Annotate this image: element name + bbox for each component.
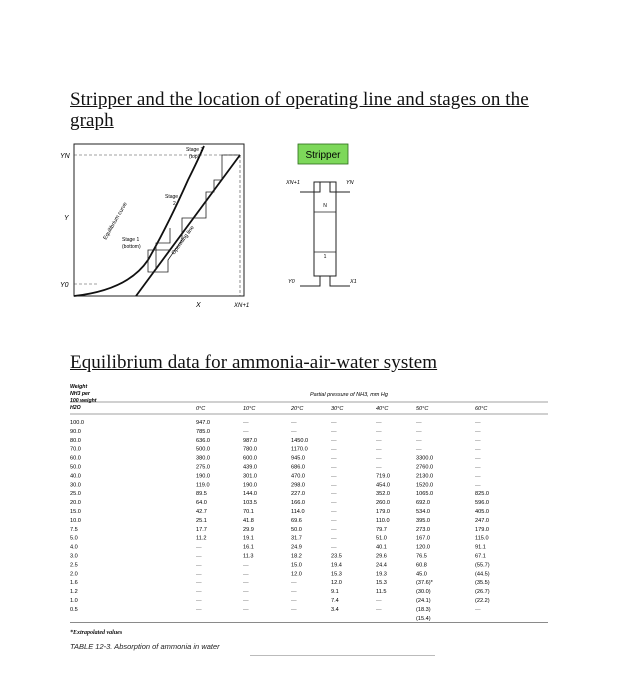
weight-cell: 30.0	[70, 482, 81, 489]
pressure-cell: —	[475, 428, 481, 435]
inlet-bottom-pipe	[300, 276, 320, 286]
pressure-cell: —	[376, 437, 382, 444]
pressure-cell: 19.1	[243, 535, 254, 542]
pressure-cell: 405.0	[475, 509, 489, 515]
pressure-cell: —	[243, 562, 249, 569]
pressure-cell: —	[196, 606, 202, 613]
temp-header: 40°C	[376, 406, 389, 412]
pressure-cell: 114.0	[291, 509, 305, 515]
operating-line	[136, 155, 240, 296]
temp-header: 60°C	[475, 406, 488, 412]
heading-line-1: Stripper and the location of operating line and stages on the	[70, 89, 529, 110]
label-stage-1: Stage 1	[122, 237, 140, 243]
pressure-cell: 227.0	[291, 491, 305, 498]
pressure-cell: —	[416, 420, 422, 426]
pressure-cell: 3.4	[331, 606, 339, 613]
pressure-cell: 534.0	[416, 509, 430, 515]
pressure-cell: (24.1)	[416, 598, 431, 604]
pressure-cell: —	[291, 428, 297, 435]
temp-header: 10°C	[243, 406, 256, 412]
pressure-cell: 19.3	[376, 571, 387, 578]
pressure-cell: 12.0	[291, 571, 302, 578]
pressure-cell: 25.1	[196, 517, 207, 524]
pressure-cell: 17.7	[196, 526, 207, 533]
weight-cell: 50.0	[70, 464, 81, 471]
pressure-cell: (35.5)	[475, 580, 490, 587]
weight-cell: 3.0	[70, 553, 78, 560]
label-stage-2-num: 2	[173, 201, 176, 207]
caption-rule	[250, 655, 435, 656]
temp-header: 50°C	[416, 406, 429, 412]
pressure-cell: —	[243, 428, 249, 435]
pressure-cell: —	[243, 580, 249, 587]
pressure-cell: 596.0	[475, 500, 489, 507]
pressure-cell: 301.0	[243, 473, 257, 480]
pressure-cell: 45.0	[416, 571, 427, 578]
weight-cell: 7.5	[70, 526, 78, 533]
pressure-cell: —	[243, 589, 249, 596]
label-yn: YN	[60, 153, 70, 160]
pressure-cell: —	[475, 464, 481, 471]
pressure-cell: —	[475, 437, 481, 444]
pressure-cell: —	[331, 437, 337, 444]
weight-cell: 2.5	[70, 562, 78, 569]
pressure-cell: —	[475, 420, 481, 426]
pressure-cell: 600.0	[243, 455, 257, 462]
weight-cell: 2.0	[70, 571, 78, 578]
pressure-cell: —	[416, 437, 422, 444]
pressure-cell: 454.0	[376, 482, 390, 489]
pressure-cell: —	[331, 535, 337, 542]
pressure-cell: —	[331, 420, 337, 426]
pressure-cell: 947.0	[196, 420, 210, 426]
pressure-cell: 50.0	[291, 526, 302, 533]
stripper-in-bottom: Y0	[288, 279, 295, 285]
pressure-cell: —	[475, 606, 481, 613]
pressure-cell: 144.0	[243, 491, 257, 498]
pressure-cell: —	[291, 580, 297, 587]
pressure-cell: —	[331, 473, 337, 480]
pressure-cell: 3300.0	[416, 455, 434, 462]
pressure-cell: 500.0	[196, 446, 210, 453]
weight-header-line: H2O	[70, 405, 81, 411]
pressure-cell: 31.7	[291, 535, 302, 542]
pressure-cell: 60.8	[416, 562, 427, 569]
pressure-cell: (30.0)	[416, 589, 431, 596]
tray-n-label: N	[323, 203, 327, 209]
pressure-cell: —	[243, 606, 249, 613]
pressure-cell: (15.4)	[416, 615, 431, 622]
pressure-cell: —	[291, 598, 297, 604]
stripper-column-diagram	[270, 140, 370, 300]
pressure-cell: —	[376, 455, 382, 462]
pressure-cell: 395.0	[416, 517, 430, 524]
weight-cell: 1.6	[70, 580, 78, 587]
pressure-cell: 29.6	[376, 553, 387, 560]
label-stage-3: Stage 3	[186, 147, 204, 153]
pressure-cell: —	[331, 428, 337, 435]
pressure-cell: —	[196, 562, 202, 569]
pressure-cell: 11.2	[196, 535, 207, 542]
pressure-cell: 190.0	[243, 482, 257, 489]
pressure-cell: —	[376, 446, 382, 453]
pressure-cell: —	[243, 598, 249, 604]
pressure-cell: (37.6)*	[416, 580, 433, 587]
pressure-cell: 260.0	[376, 500, 390, 507]
pressure-cell: (22.2)	[475, 598, 490, 604]
weight-cell: 40.0	[70, 473, 81, 480]
weight-cell: 20.0	[70, 500, 81, 507]
weight-header-line: NH3 per	[70, 391, 90, 397]
pressure-cell: 1520.0	[416, 482, 434, 489]
pressure-cell: —	[376, 464, 382, 471]
pressure-cell: 89.5	[196, 491, 207, 498]
label-stage-3-sub: (top)	[189, 154, 200, 160]
temp-header: 30°C	[331, 406, 344, 412]
pressure-cell: 780.0	[243, 446, 257, 453]
pressure-cell: —	[475, 446, 481, 453]
pressure-cell: —	[376, 428, 382, 435]
pressure-cell: 19.4	[331, 562, 342, 569]
pressure-cell: 120.0	[416, 544, 430, 551]
partial-pressure-header: Partial pressure of NH3, mm Hg	[310, 392, 388, 398]
pressure-cell: —	[331, 482, 337, 489]
pressure-cell: —	[331, 526, 337, 533]
pressure-cell: 179.0	[475, 526, 489, 533]
pressure-cell: 15.3	[331, 571, 342, 578]
pressure-cell: 24.9	[291, 544, 302, 551]
weight-cell: 90.0	[70, 428, 81, 435]
label-x: X	[196, 302, 201, 309]
weight-cell: 1.0	[70, 598, 78, 604]
stripper-out-bottom: X1	[350, 279, 357, 285]
pressure-cell: 380.0	[196, 455, 210, 462]
pressure-cell: 692.0	[416, 500, 430, 507]
stripper-in-top: XN+1	[286, 180, 300, 186]
pressure-cell: 470.0	[291, 473, 305, 480]
pressure-cell: 166.0	[291, 500, 305, 507]
pressure-cell: 1065.0	[416, 491, 434, 498]
stripper-title: Stripper	[305, 150, 341, 161]
pressure-cell: 119.0	[196, 482, 210, 489]
pressure-cell: —	[291, 606, 297, 613]
pressure-cell: 103.5	[243, 500, 257, 507]
pressure-cell: —	[196, 544, 202, 551]
pressure-cell: 825.0	[475, 491, 489, 498]
pressure-cell: —	[331, 500, 337, 507]
pressure-cell: 23.5	[331, 553, 342, 560]
pressure-cell: 12.0	[331, 580, 342, 587]
pressure-cell: 24.4	[376, 562, 387, 569]
temp-header: 0°C	[196, 406, 206, 412]
weight-cell: 80.0	[70, 437, 81, 444]
pressure-cell: —	[196, 598, 202, 604]
pressure-cell: (44.5)	[475, 571, 490, 578]
pressure-cell: 2760.0	[416, 464, 434, 471]
pressure-cell: 18.2	[291, 553, 302, 560]
outlet-bottom-pipe	[330, 276, 350, 286]
pressure-cell: 79.7	[376, 526, 387, 533]
pressure-cell: 719.0	[376, 473, 390, 480]
label-y: Y	[64, 215, 69, 222]
pressure-cell: —	[331, 491, 337, 498]
pressure-cell: —	[243, 571, 249, 578]
pressure-cell: 190.0	[196, 473, 210, 480]
pressure-cell: —	[416, 428, 422, 435]
weight-cell: 4.0	[70, 544, 78, 551]
label-xn1: XN+1	[234, 303, 250, 309]
pressure-cell: 636.0	[196, 437, 210, 444]
label-stage-2: Stage	[165, 194, 179, 200]
pressure-cell: 51.0	[376, 535, 387, 542]
diagram-frame	[74, 144, 244, 296]
weight-cell: 5.0	[70, 535, 78, 542]
pressure-cell: 686.0	[291, 464, 305, 471]
pressure-cell: 42.7	[196, 509, 207, 515]
pressure-cell: 1170.0	[291, 446, 308, 453]
pressure-cell: —	[475, 455, 481, 462]
weight-cell: 0.5	[70, 606, 78, 613]
pressure-cell: 1450.0	[291, 437, 309, 444]
pressure-cell: 9.1	[331, 589, 339, 596]
pressure-cell: 15.3	[376, 580, 387, 587]
label-equilibrium-curve: Equilibrium curve	[102, 201, 129, 241]
pressure-cell: —	[243, 420, 249, 426]
pressure-cell: 2130.0	[416, 473, 434, 480]
pressure-cell: —	[331, 517, 337, 524]
stripper-out-top: YN	[346, 180, 354, 186]
pressure-cell: 247.0	[475, 517, 489, 524]
weight-cell: 15.0	[70, 509, 81, 515]
weight-header-line: Weight	[70, 384, 88, 390]
pressure-cell: —	[196, 580, 202, 587]
pressure-cell: —	[331, 544, 337, 551]
pressure-cell: 298.0	[291, 482, 305, 489]
stripper-stage-diagram	[58, 140, 258, 310]
equilibrium-data-table	[70, 380, 548, 625]
inlet-top-pipe	[300, 182, 320, 192]
pressure-cell: 7.4	[331, 598, 339, 604]
pressure-cell: —	[331, 446, 337, 453]
pressure-cell: 110.0	[376, 517, 390, 524]
heading-line-2: graph	[70, 110, 114, 131]
pressure-cell: 91.1	[475, 544, 486, 551]
pressure-cell: (26.7)	[475, 589, 490, 596]
pressure-cell: 987.0	[243, 437, 257, 444]
pressure-cell: 70.1	[243, 509, 254, 515]
pressure-cell: 275.0	[196, 464, 210, 471]
pressure-cell: 439.0	[243, 464, 257, 471]
pressure-cell: —	[331, 509, 337, 515]
table-title: Equilibrium data for ammonia-air-water system	[70, 352, 438, 373]
pressure-cell: 67.1	[475, 553, 486, 560]
pressure-cell: 40.1	[376, 544, 387, 551]
pressure-cell: 945.0	[291, 455, 305, 462]
pressure-cell: 76.5	[416, 553, 427, 560]
weight-cell: 60.0	[70, 455, 81, 462]
pressure-cell: 785.0	[196, 428, 210, 435]
pressure-cell: —	[475, 482, 481, 489]
tray-1-label: 1	[323, 254, 327, 260]
equilibrium-curve	[74, 146, 204, 296]
stripper-column	[314, 182, 336, 276]
weight-cell: 25.0	[70, 491, 81, 498]
weight-cell: 100.0	[70, 420, 84, 426]
pressure-cell: 11.3	[243, 553, 254, 560]
pressure-cell: —	[416, 446, 422, 453]
pressure-cell: 41.8	[243, 517, 254, 524]
pressure-cell: —	[291, 420, 297, 426]
pressure-cell: —	[291, 589, 297, 596]
pressure-cell: —	[196, 571, 202, 578]
label-operating-line: Operating line	[170, 224, 196, 257]
pressure-cell: —	[475, 473, 481, 480]
temp-header: 20°C	[291, 406, 304, 412]
pressure-cell: 69.6	[291, 517, 302, 524]
pressure-cell: —	[331, 464, 337, 471]
pressure-cell: —	[196, 589, 202, 596]
pressure-cell: —	[376, 606, 382, 613]
label-stage-1-sub: (bottom)	[122, 244, 141, 250]
pressure-cell: —	[376, 420, 382, 426]
pressure-cell: 179.0	[376, 509, 390, 515]
pressure-cell: 352.0	[376, 491, 390, 498]
label-y0: Y0	[60, 282, 69, 289]
pressure-cell: 64.0	[196, 500, 207, 507]
table-footnote: *Extrapolated values	[70, 630, 123, 636]
pressure-cell: —	[331, 455, 337, 462]
pressure-cell: 29.9	[243, 526, 254, 533]
pressure-cell: —	[376, 598, 382, 604]
pressure-cell: 15.0	[291, 562, 302, 569]
pressure-cell: 167.0	[416, 535, 430, 542]
pressure-cell: (18.3)	[416, 606, 431, 613]
pressure-cell: 115.0	[475, 535, 489, 542]
pressure-cell: 11.5	[376, 589, 387, 596]
weight-cell: 10.0	[70, 517, 81, 524]
table-caption: TABLE 12-3. Absorption of ammonia in water	[70, 642, 220, 651]
pressure-cell: 16.1	[243, 544, 254, 551]
weight-cell: 1.2	[70, 589, 78, 596]
weight-header-line: 100 weight	[70, 398, 97, 404]
pressure-cell: —	[196, 553, 202, 560]
weight-cell: 70.0	[70, 446, 81, 453]
pressure-cell: (55.7)	[475, 562, 490, 569]
pressure-cell: 273.0	[416, 526, 430, 533]
